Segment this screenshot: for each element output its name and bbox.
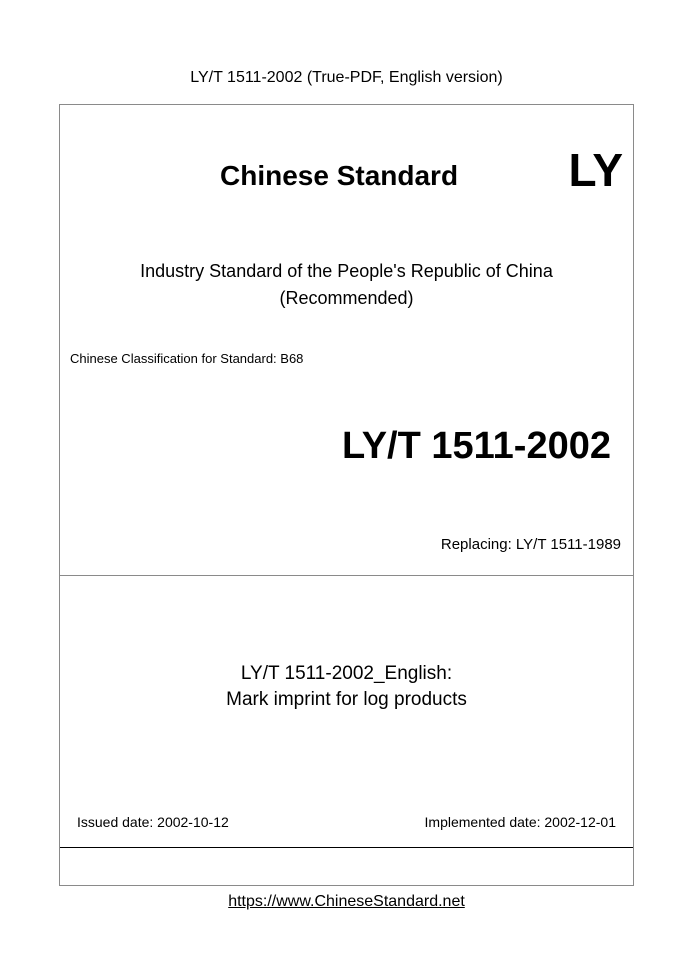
- cover-subtitle: [60, 258, 633, 312]
- section-divider: [60, 575, 633, 576]
- document-title: [60, 661, 633, 713]
- cover-frame: [59, 104, 634, 886]
- replacing-text: Replacing: LY/T 1511-1989: [440, 536, 621, 553]
- standard-number: LY/T 1511-2002: [341, 425, 611, 467]
- issued-date: Issued date: 2002-10-12: [77, 814, 229, 830]
- page-header: LY/T 1511-2002 (True-PDF, English version): [190, 69, 503, 86]
- subtitle-line-2: (Recommended): [279, 288, 414, 308]
- cover-title: Chinese Standard: [220, 160, 459, 191]
- classification-text: Chinese Classification for Standard: B68: [70, 351, 304, 366]
- industry-mark: LY: [568, 144, 623, 196]
- doc-title-line-2: Mark imprint for log products: [226, 689, 467, 710]
- doc-title-line-1: LY/T 1511-2002_English:: [240, 663, 453, 684]
- subtitle-line-1: Industry Standard of the People's Republic of China: [140, 261, 553, 281]
- implemented-date: Implemented date: 2002-12-01: [424, 814, 616, 830]
- website-link[interactable]: https://www.ChineseStandard.net: [228, 893, 465, 910]
- footer: [0, 893, 693, 911]
- bottom-divider: [60, 847, 633, 848]
